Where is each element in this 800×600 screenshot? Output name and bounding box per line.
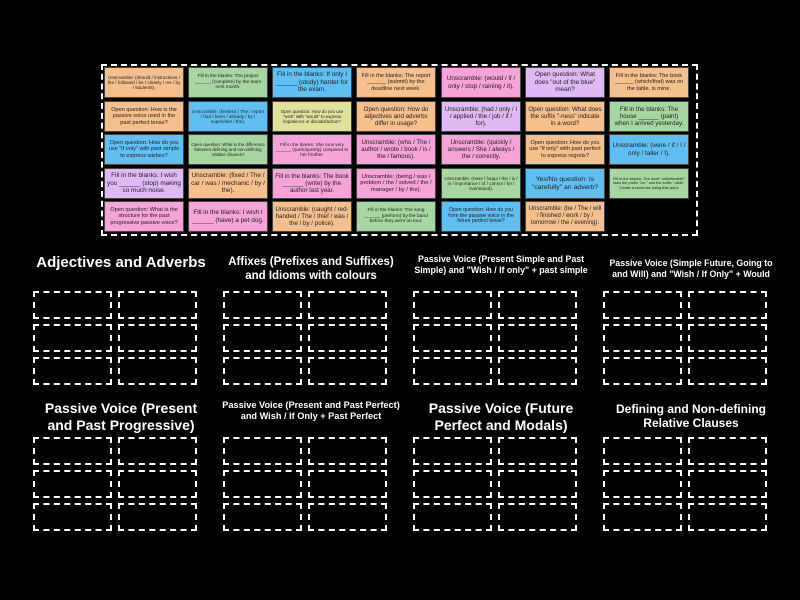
sort-card[interactable] xyxy=(609,134,689,165)
card-text: Fill in the blanks: The book ______ (write) by the author last year. xyxy=(275,172,349,195)
drop-slot[interactable] xyxy=(118,437,197,465)
drop-slot[interactable] xyxy=(603,324,682,352)
drop-slot[interactable] xyxy=(603,470,682,498)
drop-slot[interactable] xyxy=(118,357,197,385)
sort-card[interactable] xyxy=(356,67,436,98)
sort-card[interactable] xyxy=(188,101,268,132)
sort-card[interactable] xyxy=(188,67,268,98)
card-text: Fill in the blanks: She runs very ______ (quick/quickly) compared to her brother. xyxy=(275,141,349,158)
drop-slot[interactable] xyxy=(308,437,387,465)
card-text: Open question: What is the difference between defining and non-defining relative clauses? xyxy=(191,141,265,158)
drop-slot[interactable] xyxy=(603,357,682,385)
card-text: Open question: How do you form the passive voice in the future perfect tense? xyxy=(448,206,514,225)
drop-slot[interactable] xyxy=(498,437,577,465)
category-title: Affixes (Prefixes and Suffixes) and Idioms with colours xyxy=(228,256,394,282)
drop-slot[interactable] xyxy=(498,291,577,319)
drop-slot[interactable] xyxy=(118,324,197,352)
sort-card[interactable] xyxy=(272,201,352,232)
drop-slot[interactable] xyxy=(688,291,767,319)
card-text: Open question: What is the structure for the past progressive passive voice? xyxy=(110,206,178,226)
sort-card[interactable] xyxy=(441,101,521,132)
sort-card[interactable] xyxy=(104,67,184,98)
sort-card[interactable] xyxy=(441,67,521,98)
card-text: Yes/No question: Is "carefully" an adverb? xyxy=(531,175,599,191)
drop-slot[interactable] xyxy=(688,470,767,498)
drop-slot[interactable] xyxy=(413,324,492,352)
drop-slot[interactable] xyxy=(308,470,387,498)
drop-slot[interactable] xyxy=(413,470,492,498)
drop-slot[interactable] xyxy=(223,470,302,498)
sort-card[interactable] xyxy=(525,101,605,132)
card-text: Unscramble: (caught / red-handed / The / thief / was / the / by / police). xyxy=(275,205,349,228)
card-text: Unscramble: (ness / happi / the / is / in / importance / of / cannot / be / overstated). xyxy=(444,175,518,192)
sort-card[interactable] xyxy=(441,168,521,199)
drop-slot[interactable] xyxy=(33,503,112,531)
drop-slot[interactable] xyxy=(33,470,112,498)
category-title: Passive Voice (Present and Past Perfect) and Wish / If Only + Past Perfect xyxy=(222,400,400,422)
card-text: Open question: What does "out of the blue" mean? xyxy=(534,71,596,94)
card-text: Fill in the blanks: The book ______ (which/that) was on the table, is mine. xyxy=(614,72,684,92)
card-text: Unscramble: (quickly / answers / She / always / the / correctly. xyxy=(447,138,515,161)
drop-slot[interactable] xyxy=(33,437,112,465)
drop-slot[interactable] xyxy=(498,470,577,498)
sort-card[interactable] xyxy=(104,201,184,232)
drop-slot[interactable] xyxy=(498,324,577,352)
category-title: Passive Voice (Present and Past Progressive) xyxy=(44,400,198,433)
drop-slot[interactable] xyxy=(118,291,197,319)
drop-slot[interactable] xyxy=(308,291,387,319)
card-text: Unscramble: (being / was / problem / the / solved / the / manager / by / the). xyxy=(360,173,432,193)
drop-slot[interactable] xyxy=(33,324,112,352)
sort-card[interactable] xyxy=(356,201,436,232)
drop-slot[interactable] xyxy=(33,357,112,385)
drop-slot[interactable] xyxy=(688,503,767,531)
sort-card[interactable] xyxy=(104,134,184,165)
sort-card[interactable] xyxy=(188,201,268,232)
card-text: Fill in the blanks: I wish you ______ (stop) making so much noise. xyxy=(107,172,181,195)
drop-slot[interactable] xyxy=(33,291,112,319)
drop-slot[interactable] xyxy=(223,324,302,352)
drop-slot[interactable] xyxy=(688,357,767,385)
drop-slot[interactable] xyxy=(413,503,492,531)
card-text: Fill in the blanks: The word "unbelievable" uses the prefix "un-" and the suffix "-able". Create a sentence using this word. xyxy=(612,175,686,190)
category-title: Passive Voice (Simple Future, Going to and Will) and "Wish / If Only" + Would xyxy=(609,258,773,279)
category-title: Passive Voice (Future Perfect and Modals) xyxy=(428,400,574,433)
card-text: Unscramble: (would / if / only / stop / raining / it). xyxy=(446,75,516,90)
drop-slot[interactable] xyxy=(603,437,682,465)
sort-card[interactable] xyxy=(104,101,184,132)
sort-card[interactable] xyxy=(188,168,268,199)
card-text: Unscramble: (who / The / author / wrote / book / is / the / famous). xyxy=(361,138,431,161)
sort-card[interactable] xyxy=(272,134,352,165)
drop-slot[interactable] xyxy=(688,324,767,352)
sort-card[interactable] xyxy=(609,101,689,132)
drop-slot[interactable] xyxy=(413,437,492,465)
drop-slot[interactable] xyxy=(498,357,577,385)
card-text: Unscramble: (be / The / will / finished / work / by / tomorrow / the / evening). xyxy=(528,206,602,226)
sort-card[interactable] xyxy=(356,134,436,165)
drop-slot[interactable] xyxy=(118,470,197,498)
sort-card[interactable] xyxy=(356,168,436,199)
drop-slot[interactable] xyxy=(308,503,387,531)
drop-slot[interactable] xyxy=(603,503,682,531)
sort-card[interactable] xyxy=(272,67,352,98)
card-text: Open question: How do adjectives and adverbs differ in usage? xyxy=(363,105,429,128)
card-text: Fill in the blanks: I wish I ______ (have) a pet dog. xyxy=(192,209,264,224)
drop-slot[interactable] xyxy=(223,503,302,531)
category-title: Adjectives and Adverbs xyxy=(36,254,206,271)
sort-card[interactable] xyxy=(525,134,605,165)
sort-card[interactable] xyxy=(104,168,184,199)
card-text: Open question: How do you use "if only" with past perfect to express regrets? xyxy=(529,139,601,159)
card-text: Open question: How is the passive voice used in the past perfect tense? xyxy=(111,106,177,126)
sort-card[interactable] xyxy=(272,168,352,199)
card-text: Unscramble: (had / only / I / applied / the / job / if / for). xyxy=(444,105,518,128)
sort-card[interactable] xyxy=(188,134,268,165)
drop-slot[interactable] xyxy=(688,437,767,465)
card-text: Unscramble: (should / instructions / the / followed / be / closely / me / by / students). xyxy=(107,74,181,91)
sort-card[interactable] xyxy=(441,134,521,165)
sort-card[interactable] xyxy=(272,101,352,132)
drop-slot[interactable] xyxy=(603,291,682,319)
drop-slot[interactable] xyxy=(118,503,197,531)
card-text: Fill in the blanks: The song ______ (perform) by the band before they went on tour. xyxy=(364,208,428,225)
card-text: Unscramble: (finished / The / report / had / been / already / by / supervisor / the). xyxy=(192,108,264,125)
card-text: Open question: What does the suffix "-ness" indicate in a word? xyxy=(528,105,602,128)
category-title: Passive Voice (Present Simple and Past Simple) and "Wish / If only" + past simple xyxy=(414,254,588,275)
card-text: Open question: How do you use "wish" with "would" to express impatience or dissatisfaction? xyxy=(280,108,344,125)
drop-slot[interactable] xyxy=(308,357,387,385)
card-text: Fill in the blanks: The house ______ (paint) when I arrived yesterday. xyxy=(614,105,684,128)
card-text: Unscramble: (fixed / The / car / was / mechanic / by / the). xyxy=(191,172,265,195)
drop-slot[interactable] xyxy=(308,324,387,352)
sort-card[interactable] xyxy=(525,168,605,199)
drop-slot[interactable] xyxy=(223,437,302,465)
drop-slot[interactable] xyxy=(413,291,492,319)
drop-slot[interactable] xyxy=(498,503,577,531)
card-text: Fill in the blanks: If only I ______ (study) harder for the exam. xyxy=(275,71,349,94)
card-text: Open question: How do you use "if only" with past simple to express wishes? xyxy=(108,139,180,159)
drop-slot[interactable] xyxy=(413,357,492,385)
card-text: Unscramble: (were / if / I / only / taller / I). xyxy=(612,142,686,157)
drop-slot[interactable] xyxy=(223,291,302,319)
sort-card[interactable] xyxy=(356,101,436,132)
sort-card[interactable] xyxy=(525,201,605,232)
sort-card[interactable] xyxy=(525,67,605,98)
sort-card[interactable] xyxy=(441,201,521,232)
sort-card[interactable] xyxy=(609,168,689,199)
card-text: Fill in the blanks: The project ______ (complete) by the team next month. xyxy=(194,74,262,91)
card-text: Fill in the blanks: The report ______ (submit) by the deadline next week. xyxy=(361,72,431,92)
category-title: Defining and Non-defining Relative Clauses xyxy=(616,402,766,431)
sort-card[interactable] xyxy=(609,67,689,98)
drop-slot[interactable] xyxy=(223,357,302,385)
